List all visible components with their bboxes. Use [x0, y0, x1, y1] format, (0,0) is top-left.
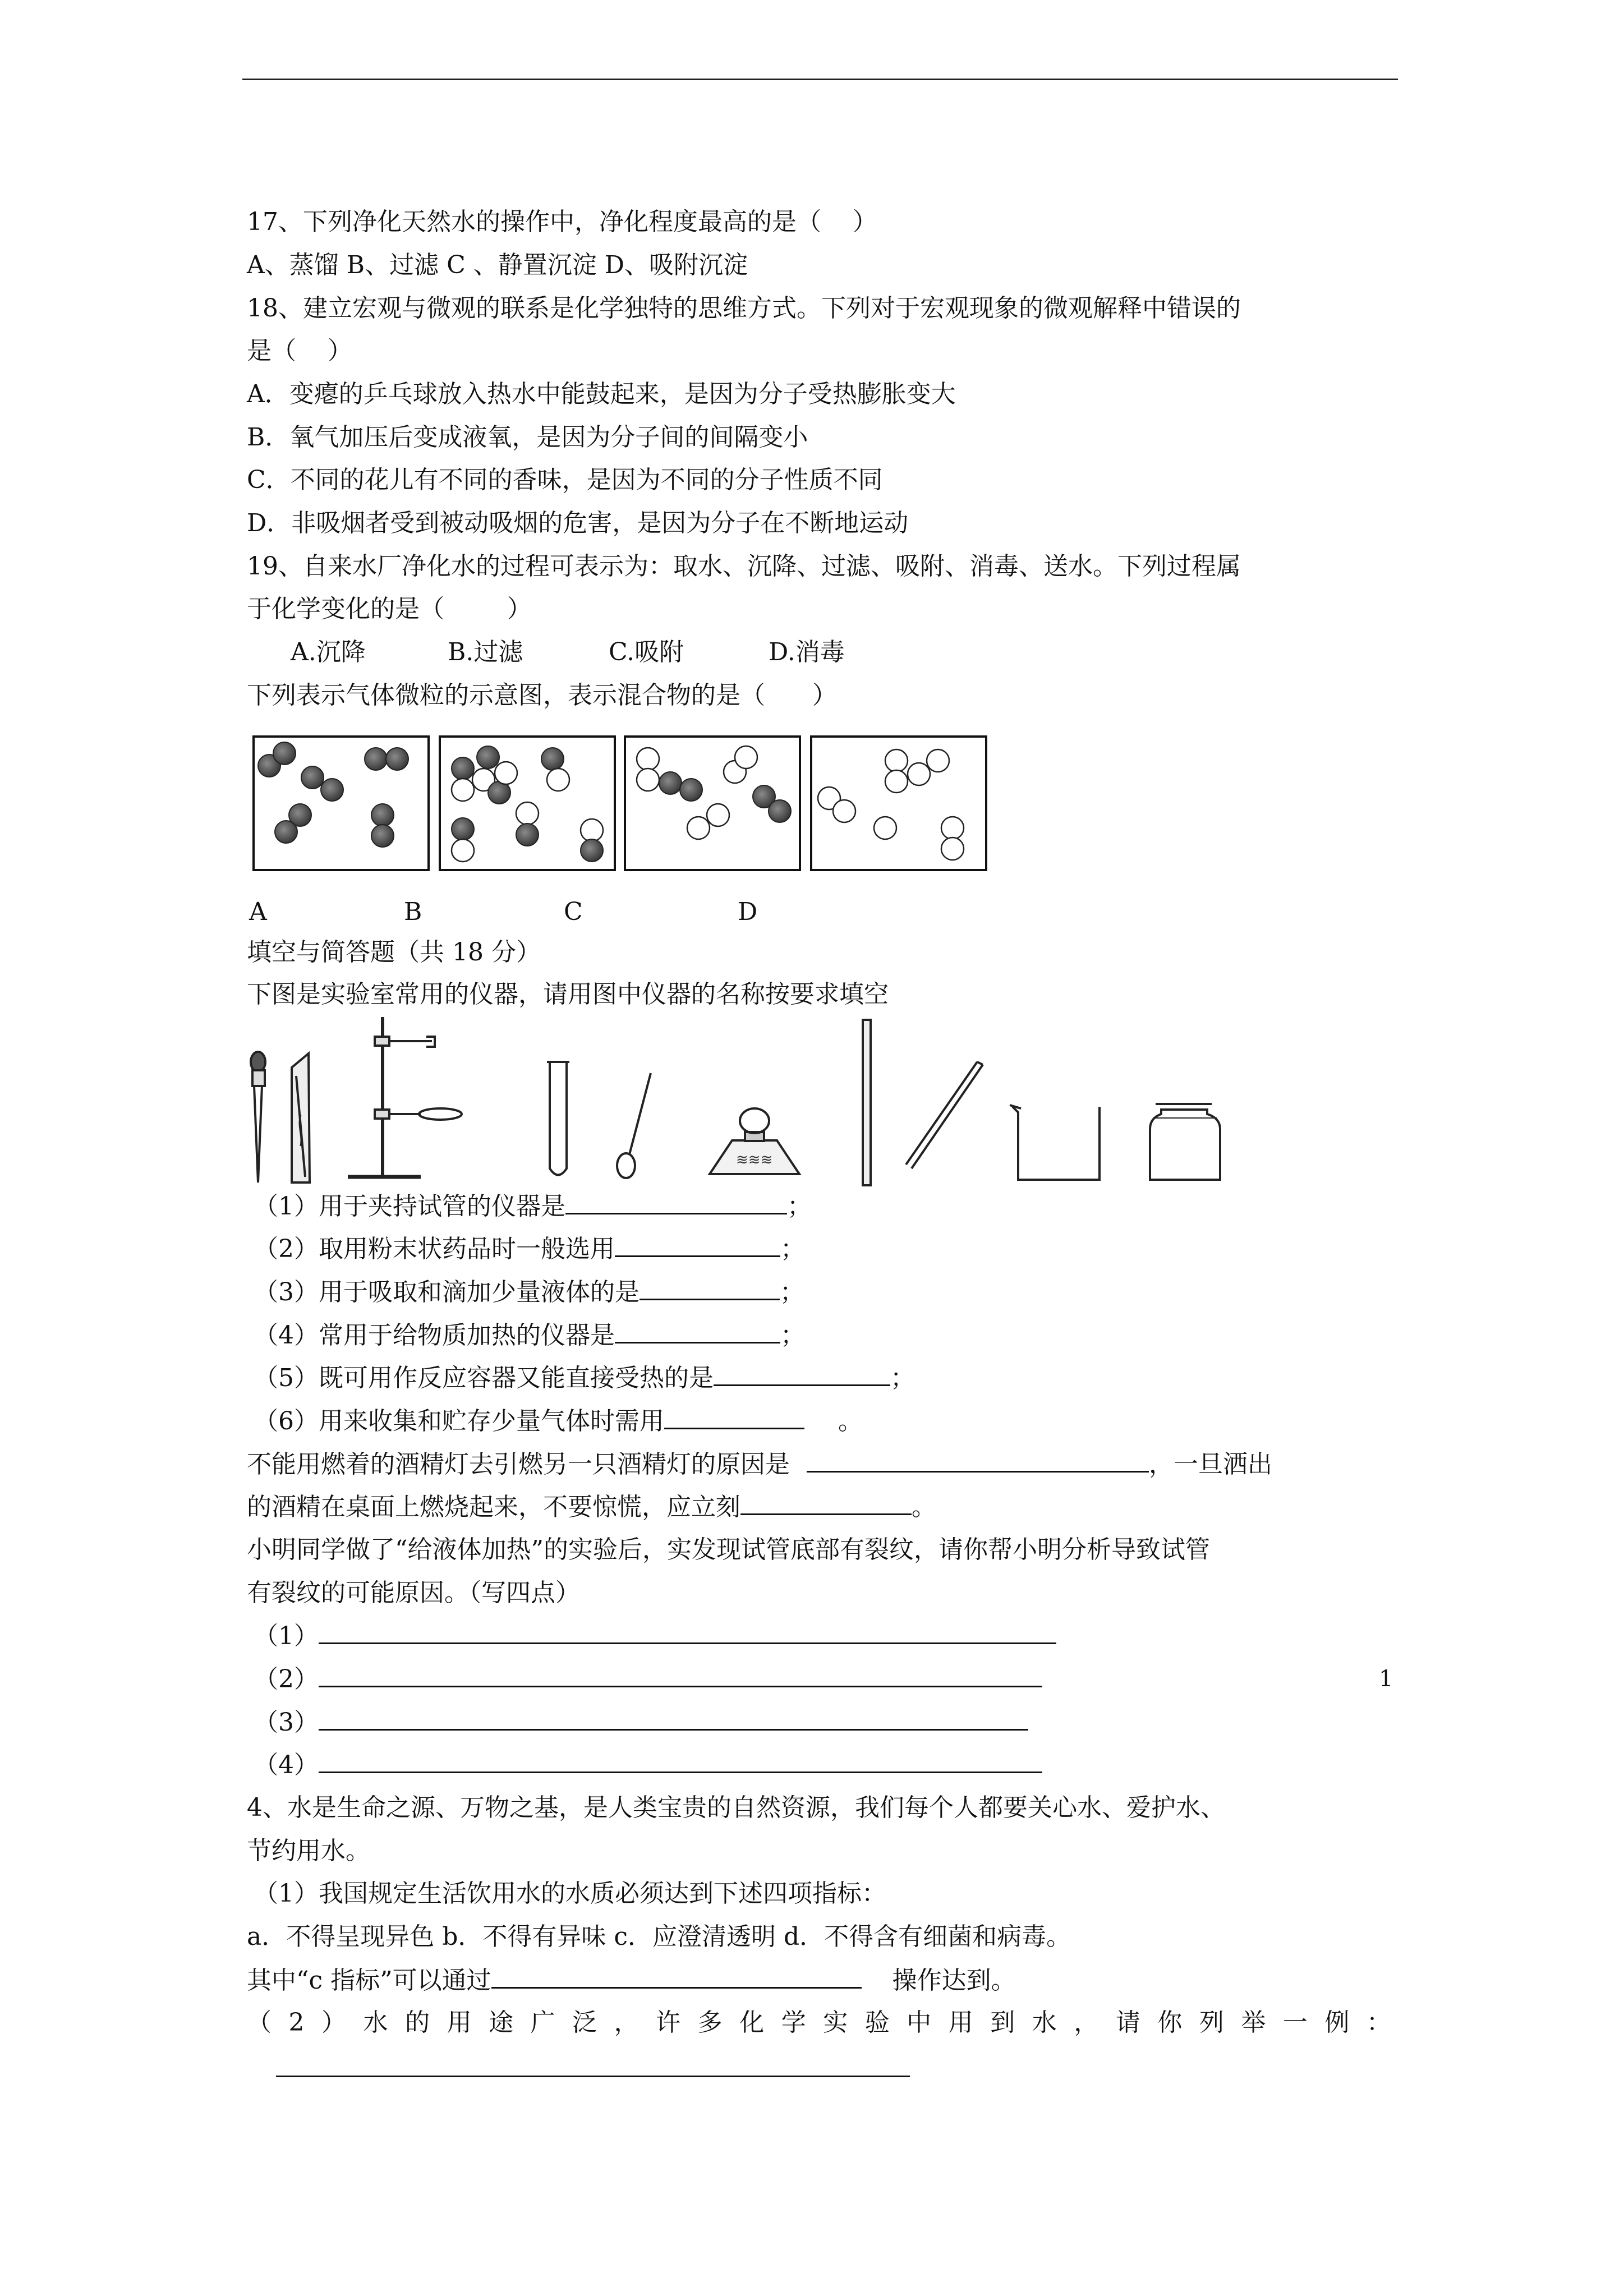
crack-answer-blank-1[interactable]	[319, 1620, 1056, 1644]
q4-answer-blank-1[interactable]	[491, 1964, 862, 1989]
svg-text:≋≋≋: ≋≋≋	[736, 1152, 773, 1168]
q19-option-a: A.沉降	[291, 638, 366, 666]
apparatus-item-1: （1）用于夹持试管的仪器是 ；	[254, 1190, 812, 1222]
medicine-spoon-icon	[617, 1073, 651, 1178]
tweezers-icon	[906, 1062, 983, 1168]
q4-line1: 4、水是生命之源、万物之基，是人类宝贵的自然资源，我们每个人都要关心水、爱护水、	[247, 1793, 1225, 1822]
q17-stem: 17、下列净化天然水的操作中，净化程度最高的是（ ）	[247, 208, 877, 236]
page-number: 1	[1379, 1666, 1393, 1692]
beaker-icon	[1010, 1105, 1099, 1180]
apparatus-item-3: （3）用于吸取和滴加少量液体的是 ；	[254, 1276, 804, 1308]
crack-answer-blank-4[interactable]	[319, 1749, 1042, 1773]
apparatus-intro: 下图是实验室常用的仪器，请用图中仪器的名称按要求填空	[247, 980, 889, 1009]
q20-stem: 下列表示气体微粒的示意图，表示混合物的是（ ）	[247, 681, 837, 710]
particle-label-d: D	[738, 898, 758, 926]
lamp-answer-blank-1[interactable]	[807, 1448, 1149, 1473]
q18-option-d: D．非吸烟者受到被动吸烟的危害，是因为分子在不断地运动	[247, 509, 909, 537]
crack-answer-blank-3[interactable]	[319, 1706, 1028, 1731]
particle-box-d	[811, 737, 986, 870]
crack-reason-1: （1）	[254, 1620, 1056, 1652]
crack-reason-4: （4）	[254, 1749, 1042, 1781]
q4-sub1: （1）我国规定生活饮用水的水质必须达到下述四项指标：	[254, 1879, 886, 1908]
q17-options: A、蒸馏 B、过滤 C 、静置沉淀 D、吸附沉淀	[247, 251, 748, 279]
glass-rod-icon	[863, 1020, 871, 1185]
particle-label-c: C	[564, 898, 583, 926]
particle-box-b	[440, 737, 615, 870]
apparatus-figure	[247, 1014, 1251, 1188]
test-tube-clamp-icon	[292, 1053, 310, 1182]
q4-answer-blank-2[interactable]	[276, 2076, 910, 2077]
lamp-question-line2: 的酒精在桌面上燃烧起来，不要惊慌，应立刻 。	[247, 1491, 936, 1523]
particle-label-b: B	[404, 898, 422, 926]
crack-answer-blank-2[interactable]	[319, 1663, 1042, 1687]
q18-option-b: B．氧气加压后变成液氧，是因为分子间的间隔变小	[247, 423, 808, 452]
lamp-question-line1: 不能用燃着的酒精灯去引燃另一只酒精灯的原因是 ，一旦洒出	[247, 1448, 1272, 1480]
answer-blank-1[interactable]	[565, 1190, 787, 1214]
particle-box-c	[625, 737, 800, 870]
crack-question-line2: 有裂纹的可能原因。（写四点）	[247, 1579, 580, 1607]
q18-stem-line1: 18、建立宏观与微观的联系是化学独特的思维方式。下列对于宏观现象的微观解释中错误的	[247, 294, 1241, 323]
particle-diagram	[252, 734, 993, 874]
gas-bottle-icon	[1150, 1104, 1220, 1180]
iron-stand-icon	[348, 1017, 462, 1177]
q19-option-b: B.过滤	[448, 638, 523, 666]
q18-option-a: A．变瘪的乒乓球放入热水中能鼓起来，是因为分子受热膨胀变大	[247, 380, 956, 408]
particle-label-a: A	[249, 898, 267, 926]
lamp-answer-blank-2[interactable]	[740, 1491, 912, 1515]
q19-option-c: C.吸附	[609, 638, 684, 666]
particle-box-a	[254, 737, 429, 870]
dropper-icon	[251, 1052, 265, 1182]
crack-reason-3: （3）	[254, 1706, 1028, 1738]
q4-line2: 节约用水。	[247, 1837, 370, 1865]
q4-sub2: （ 2 ） 水 的 用 途 广 泛 ， 许 多 化 学 实 验 中 用 到 水 ， 请 你 列 举 一 例 ：	[247, 2008, 1391, 2037]
apparatus-item-4: （4）常用于给物质加热的仪器是 ；	[254, 1319, 805, 1351]
q18-option-c: C．不同的花儿有不同的香味，是因为不同的分子性质不同	[247, 466, 883, 494]
q4-c-indicator-line: 其中“c 指标”可以通过 操作达到。	[247, 1964, 1016, 1996]
q19-option-d: D.消毒	[769, 638, 845, 666]
answer-blank-2[interactable]	[615, 1233, 780, 1257]
alcohol-lamp-icon	[710, 1108, 799, 1174]
q18-stem-line2: 是（ ）	[247, 337, 352, 365]
q19-stem-line1: 19、自来水厂净化水的过程可表示为：取水、沉降、过滤、吸附、消毒、送水。下列过程属	[247, 552, 1241, 581]
apparatus-item-2: （2）取用粉末状药品时一般选用 ；	[254, 1233, 805, 1265]
test-tube-icon	[547, 1062, 569, 1175]
answer-blank-4[interactable]	[615, 1319, 780, 1343]
answer-blank-3[interactable]	[640, 1276, 780, 1300]
q19-stem-line2: 于化学变化的是（ ）	[247, 595, 532, 623]
crack-question-line1: 小明同学做了“给液体加热”的实验后，实发现试管底部有裂纹，请你帮小明分析导致试管	[247, 1535, 1210, 1564]
section-title: 填空与简答题（共 18 分）	[247, 938, 541, 967]
header-rule	[242, 79, 1398, 80]
crack-reason-2: （2）	[254, 1663, 1042, 1695]
answer-blank-5[interactable]	[714, 1362, 890, 1386]
q4-indicators: a．不得呈现异色 b．不得有异味 c．应澄清透明 d．不得含有细菌和病毒。	[247, 1922, 1071, 1951]
apparatus-item-5: （5）既可用作反应容器又能直接受热的是 ；	[254, 1362, 915, 1394]
answer-blank-6[interactable]	[664, 1405, 804, 1429]
apparatus-item-6: （6）用来收集和贮存少量气体时需用 。	[254, 1405, 863, 1437]
